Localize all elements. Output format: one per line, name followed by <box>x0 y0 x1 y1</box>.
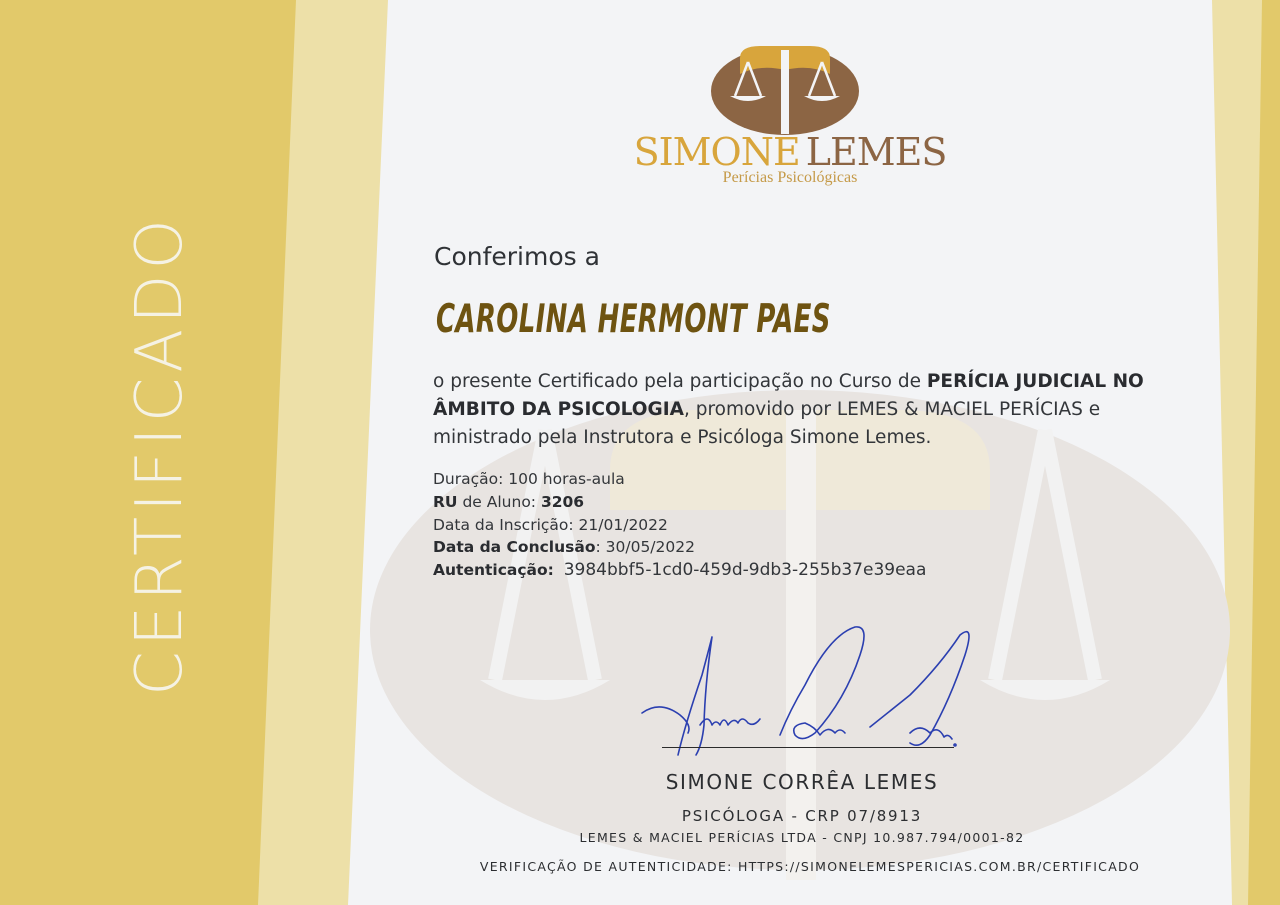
handwritten-signature <box>630 615 990 765</box>
conclusion-row <box>433 536 926 559</box>
brand-subtitle: Perícias Psicológicas <box>722 169 858 186</box>
duration-row <box>433 468 926 491</box>
recipient-name: CAROLINA HERMONT PAES <box>436 297 831 342</box>
body-text-start: o presente Certificado pela participação no Curso de <box>433 371 927 392</box>
auth-value: 3984bbf5-1cd0-459d-9db3-255b37e39eaa <box>563 560 927 581</box>
brand-name <box>630 130 950 174</box>
certificate-body <box>433 368 1193 452</box>
duration-label: Duração: <box>433 470 504 488</box>
auth-label: Autenticação: <box>433 561 554 580</box>
conclusion-label: Data da Conclusão <box>433 538 596 557</box>
intro-text: Conferimos a <box>434 242 600 271</box>
ru-value: 3206 <box>540 492 585 511</box>
certificate-vertical-title <box>123 214 197 696</box>
auth-row <box>433 559 926 582</box>
course-details <box>433 468 926 582</box>
vertical-title-text: CERTIFICADO <box>123 214 197 696</box>
brand-name-last: LEMES <box>805 130 947 174</box>
ru-label-rest: de Aluno: <box>457 492 541 511</box>
signer-name: SIMONE CORRÊA LEMES <box>665 770 939 794</box>
body-text-end: , promovido por LEMES & MACIEL PERÍCIAS e ministrado pela Instrutora e Psicóloga Simone Lemes. <box>433 399 1101 448</box>
verification-url: VERIFICAÇÃO DE AUTENTICIDADE: HTTPS://SIMONELEMESPERICIAS.COM.BR/CERTIFICADO <box>479 859 1141 874</box>
ru-label: RU <box>433 492 458 511</box>
course-name: PERÍCIA JUDICIAL NO ÂMBITO DA PSICOLOGIA <box>433 371 1144 420</box>
signer-role: PSICÓLOGA - CRP 07/8913 <box>681 807 923 825</box>
brand-name-first: SIMONE <box>633 130 800 174</box>
duration-value: 100 horas-aula <box>508 470 625 488</box>
enroll-row <box>433 514 926 537</box>
ru-row <box>433 491 926 514</box>
conclusion-value: : 30/05/2022 <box>595 538 695 557</box>
enroll-label: Data da Inscrição: <box>433 515 574 534</box>
signature-line <box>662 747 954 748</box>
enroll-value: 21/01/2022 <box>578 515 668 534</box>
company-info: LEMES & MACIEL PERÍCIAS LTDA - CNPJ 10.987.794/0001-82 <box>579 830 1025 845</box>
